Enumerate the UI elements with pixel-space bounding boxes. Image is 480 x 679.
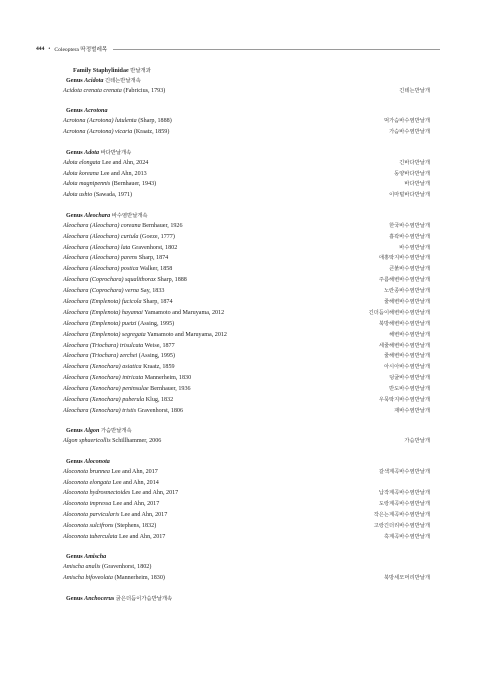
species-korean-name: 해변바수염반날개 <box>389 331 430 338</box>
species-entry <box>63 232 175 243</box>
species-name: Aleochara (Emplenota) hayamai <box>63 309 143 316</box>
genus-name: Anchocerus <box>84 595 115 602</box>
genus-groups <box>63 76 430 604</box>
species-row <box>63 362 430 373</box>
group-spacer <box>63 97 430 107</box>
species-korean-name: 가슴반날개 <box>404 438 430 445</box>
species-row <box>63 499 430 510</box>
species-author: Mannerheim, 1830 <box>144 375 192 382</box>
species-korean-name: 혹계곡바수염반날개 <box>383 534 430 540</box>
species-row <box>63 532 430 543</box>
genus-label: Genus <box>66 149 85 156</box>
group-spacer <box>63 584 430 594</box>
species-entry <box>63 297 173 308</box>
species-name: Aleochara (Emplenota) puetzi <box>63 320 137 327</box>
page-number: 444 <box>36 46 45 52</box>
species-author: Sharp, 1874 <box>138 255 169 262</box>
species-entry <box>63 467 158 478</box>
species-entry <box>63 510 167 521</box>
species-row <box>63 478 430 489</box>
species-entry <box>63 395 173 406</box>
genus-label: Genus <box>66 458 85 465</box>
species-author: Lee and Ahn, 2017 <box>120 512 168 519</box>
species-author: (Mannerheim, 1830) <box>114 575 165 582</box>
family-name: Family Staphylinidae <box>73 68 129 74</box>
species-name: Aleochara (Xenochara) tristis <box>63 407 137 414</box>
species-name: Adota ushio <box>63 192 93 199</box>
species-name: Aleochara (Xenochara) peninsulae <box>63 386 149 393</box>
species-korean-name: 동양바다반날개 <box>394 170 430 177</box>
species-korean-name: 이마털바다반날개 <box>389 192 430 199</box>
genus-label: Genus <box>66 78 85 84</box>
species-name: Adota koreana <box>63 170 99 177</box>
group-spacer <box>63 201 430 211</box>
species-name: Aloconota parvicularis <box>63 512 120 519</box>
species-row <box>63 351 430 362</box>
species-row <box>63 373 430 384</box>
species-entry <box>63 264 172 275</box>
species-name: Aleochara (Coprochara) verna <box>63 288 139 295</box>
species-entry <box>63 362 175 373</box>
species-row <box>63 253 430 264</box>
species-entry <box>63 478 159 489</box>
species-name: Aloconota impressa <box>63 501 112 508</box>
species-author: (Fabricius, 1793) <box>123 88 166 94</box>
species-author: (Sharp, 1888) <box>138 118 172 125</box>
species-row <box>63 232 430 243</box>
species-row <box>63 573 430 584</box>
species-entry <box>63 158 148 169</box>
species-author: (Sawada, 1971) <box>93 192 133 199</box>
species-author: (Gravenhorst, 1802) <box>101 564 152 571</box>
species-entry <box>63 221 183 232</box>
species-korean-name: 바다반날개 <box>404 181 430 188</box>
genus-label: Genus <box>66 108 85 115</box>
species-name: Aleochara (Aleochara) coreana <box>63 222 141 229</box>
species-korean-name: 먹가슴바수염반날개 <box>383 118 430 125</box>
species-name: Aloconota tuberculata <box>63 534 118 540</box>
header-title: Coleoptera 딱정벌레목 <box>54 47 108 53</box>
species-author: Kraatz, 1859 <box>143 364 175 371</box>
species-korean-name: 흉곽바수염반날개 <box>389 233 430 240</box>
species-author: Bernhauer, 1936 <box>150 386 191 393</box>
species-entry <box>63 488 178 499</box>
species-name: Aloconota elongata <box>63 479 111 486</box>
species-row <box>63 521 430 532</box>
species-name: Aleochara (Xenochara) intricata <box>63 375 144 382</box>
genus-label: Genus <box>66 428 85 435</box>
species-row <box>63 488 430 499</box>
species-name: Aleochara (Coprochara) squalithorax <box>63 277 156 284</box>
genus-label: Genus <box>66 554 85 561</box>
species-row <box>63 562 430 573</box>
species-name: Aleochara (Aleochara) lata <box>63 244 131 251</box>
species-name: Aleochara (Xenochara) asiatica <box>63 364 142 371</box>
species-row <box>63 436 430 447</box>
genus-heading <box>66 594 430 604</box>
genus-heading <box>66 76 430 86</box>
species-entry <box>63 179 156 190</box>
species-author: Lee and Ahn, 2024 <box>101 159 149 166</box>
species-author: (Assing, 1995) <box>138 353 176 360</box>
species-name: Aloconota sulcifrons <box>63 523 114 530</box>
genus-name: Acidota <box>84 78 104 84</box>
species-entry <box>63 243 177 254</box>
species-entry <box>63 253 168 264</box>
species-author: Weise, 1877 <box>144 342 175 349</box>
species-row <box>63 190 430 201</box>
species-entry <box>63 116 172 127</box>
species-korean-name: 노란종바수염반날개 <box>383 288 430 295</box>
species-author: Lee and Ahn, 2017 <box>118 534 166 540</box>
species-name: Amischa bifoveolata <box>63 575 113 582</box>
species-author: (Bernhauer, 1943) <box>111 181 157 188</box>
species-korean-name: 반도바수염반날개 <box>389 386 430 393</box>
species-author: (Stephens, 1832) <box>114 523 157 530</box>
header-rule <box>113 49 440 50</box>
species-korean-name: 큰붉바수염반날개 <box>389 266 430 273</box>
family-heading <box>73 66 430 76</box>
species-name: Acrotona (Acrotona) vicaria <box>63 129 133 136</box>
species-author: Lee and Ahn, 2013 <box>100 170 147 177</box>
species-author: Walker, 1858 <box>139 266 173 273</box>
genus-heading <box>66 426 430 436</box>
species-korean-name: 아시아바수염반날개 <box>383 364 430 371</box>
species-name: Algon sphaericollis <box>63 438 111 445</box>
genus-heading <box>66 106 430 116</box>
running-header <box>36 43 440 55</box>
species-row <box>63 116 430 127</box>
species-korean-name: 긴테는반날개 <box>399 88 430 94</box>
species-korean-name: 한국바수염반날개 <box>389 222 430 229</box>
species-korean-name: 줄해변바수염반날개 <box>383 353 430 360</box>
genus-name: Adota <box>84 149 100 156</box>
species-name: Aloconota brunnea <box>63 468 110 475</box>
species-korean-name: 세줄해변바수염반날개 <box>378 342 430 349</box>
species-korean-name: 북방해변바수염반날개 <box>378 320 430 327</box>
species-entry <box>63 562 151 573</box>
species-entry <box>63 127 169 138</box>
species-row <box>63 264 430 275</box>
genus-name: Algon <box>84 428 100 435</box>
species-name: Adota magnipennis <box>63 181 111 188</box>
species-name: Aleochara (Emplenota) segregata <box>63 331 146 338</box>
genus-korean: 바수염반날개속 <box>111 212 148 219</box>
genus-name: Aleochara <box>84 212 111 219</box>
species-korean-name: 가슴바수염반날개 <box>389 129 430 136</box>
species-name: Aleochara (Aleochara) curtula <box>63 233 139 240</box>
group-spacer <box>63 447 430 457</box>
species-korean-name: 북방세모머리반날개 <box>383 575 430 582</box>
species-entry <box>63 573 165 584</box>
species-author: Lee and Ahn, 2017 <box>112 501 160 508</box>
species-korean-name: 덩굴바수염반날개 <box>389 375 430 382</box>
species-row <box>63 384 430 395</box>
genus-heading <box>66 552 430 562</box>
species-author: Lee and Ahn, 2017 <box>111 468 158 475</box>
species-author: (Assing, 1995) <box>137 320 175 327</box>
species-entry <box>63 521 156 532</box>
species-name: Aleochara (Emplenota) fucicola <box>63 298 142 305</box>
species-author: (Kraatz, 1859) <box>133 129 170 136</box>
species-name: Adota elongata <box>63 159 101 166</box>
species-row <box>63 127 430 138</box>
species-row <box>63 221 430 232</box>
species-name: Aleochara (Xenochara) puberula <box>63 396 145 403</box>
species-entry <box>63 499 159 510</box>
genus-korean: 가슴반날개속 <box>100 428 132 435</box>
species-korean-name: 바수염반날개 <box>399 244 430 251</box>
species-author: Sharp, 1874 <box>143 298 173 305</box>
genus-name: Amischa <box>84 554 107 561</box>
species-row <box>63 297 430 308</box>
species-name: Acidota crenata crenata <box>63 88 122 94</box>
genus-name: Acrotona <box>84 108 108 115</box>
header-separator: • <box>48 46 51 52</box>
species-korean-name: 긴바다반날개 <box>399 159 430 166</box>
species-entry <box>63 384 191 395</box>
family-korean: 반날개과 <box>130 68 151 74</box>
species-name: Acrotona (Acrotona) lutulenta <box>63 118 137 125</box>
species-author: Lee and Ahn, 2014 <box>112 479 159 486</box>
species-korean-name: 납작계곡바수염반날개 <box>378 490 430 497</box>
species-entry <box>63 532 165 543</box>
species-row <box>63 158 430 169</box>
species-row <box>63 330 430 341</box>
genus-korean: 바다반날개속 <box>100 149 132 156</box>
species-row <box>63 275 430 286</box>
genus-heading <box>66 211 430 221</box>
species-korean-name: 고랑긴더리바수염반날개 <box>373 523 430 530</box>
genus-label: Genus <box>66 595 85 602</box>
species-row <box>63 510 430 521</box>
species-row <box>63 86 430 97</box>
species-name: Aloconota hydrosmectoides <box>63 490 131 497</box>
genus-label: Genus <box>66 212 85 219</box>
species-name: Aleochara (Aleochara) postica <box>63 266 139 273</box>
species-row <box>63 319 430 330</box>
species-row <box>63 308 430 319</box>
species-korean-name: 긴더듬이해변바수염반날개 <box>368 309 430 316</box>
species-name: Aleochara (Triochara) zerchei <box>63 353 138 360</box>
species-entry <box>63 275 187 286</box>
species-row <box>63 467 430 478</box>
species-author: Yamamoto and Maruyama, 2012 <box>147 331 227 338</box>
species-korean-name: 재바수염반날개 <box>394 407 430 414</box>
genus-korean: 긴테는반날개속 <box>104 78 141 84</box>
species-author: Schillhammer, 2006 <box>112 438 162 445</box>
species-row <box>63 341 430 352</box>
species-row <box>63 395 430 406</box>
species-author: Say, 1833 <box>140 288 165 295</box>
genus-heading <box>66 148 430 158</box>
species-row <box>63 243 430 254</box>
group-spacer <box>63 138 430 148</box>
species-entry <box>63 406 183 417</box>
species-author: Yamamoto and Maruyama, 2012 <box>144 309 225 316</box>
species-author: Sharp, 1888 <box>157 277 187 284</box>
species-entry <box>63 341 175 352</box>
species-author: Gravenhorst, 1802 <box>131 244 178 251</box>
group-spacer <box>63 543 430 553</box>
species-entry <box>63 286 164 297</box>
species-entry <box>63 190 132 201</box>
genus-heading <box>66 457 430 467</box>
species-row <box>63 406 430 417</box>
species-korean-name: 갈색계곡바수염반날개 <box>378 468 430 475</box>
species-entry <box>63 169 147 180</box>
species-korean-name: 작은는계곡바수염반날개 <box>373 512 430 519</box>
species-author: Lee and Ahn, 2017 <box>131 490 179 497</box>
species-name: Amischa analis <box>63 564 101 571</box>
species-entry <box>63 373 191 384</box>
species-entry <box>63 330 227 341</box>
species-korean-name: 우묵딱지바수염반날개 <box>378 396 430 403</box>
species-entry <box>63 351 175 362</box>
species-row <box>63 286 430 297</box>
group-spacer <box>63 417 430 427</box>
species-author: (Goeze, 1777) <box>140 233 175 240</box>
species-row <box>63 169 430 180</box>
species-entry <box>63 436 161 447</box>
species-author: Klug, 1832 <box>145 396 174 403</box>
species-list <box>63 66 430 604</box>
species-korean-name: 주름해변바수염반날개 <box>378 277 430 284</box>
species-name: Aleochara (Aleochara) parens <box>63 255 138 262</box>
species-name: Aleochara (Triochara) trisulcata <box>63 342 144 349</box>
genus-korean: 굵은더듬이가슴반날개속 <box>115 595 173 602</box>
species-entry <box>63 319 174 330</box>
species-korean-name: 줄해변바수염반날개 <box>383 298 430 305</box>
species-row <box>63 179 430 190</box>
species-korean-name: 도랑계곡바수염반날개 <box>378 501 430 508</box>
species-korean-name: 애홍딱지바수염반날개 <box>378 255 430 262</box>
species-entry <box>63 308 224 319</box>
species-author: Bernhauer, 1926 <box>142 222 183 229</box>
species-entry <box>63 86 165 97</box>
genus-name: Aloconota <box>84 458 110 465</box>
species-author: Gravenhorst, 1806 <box>137 407 184 414</box>
